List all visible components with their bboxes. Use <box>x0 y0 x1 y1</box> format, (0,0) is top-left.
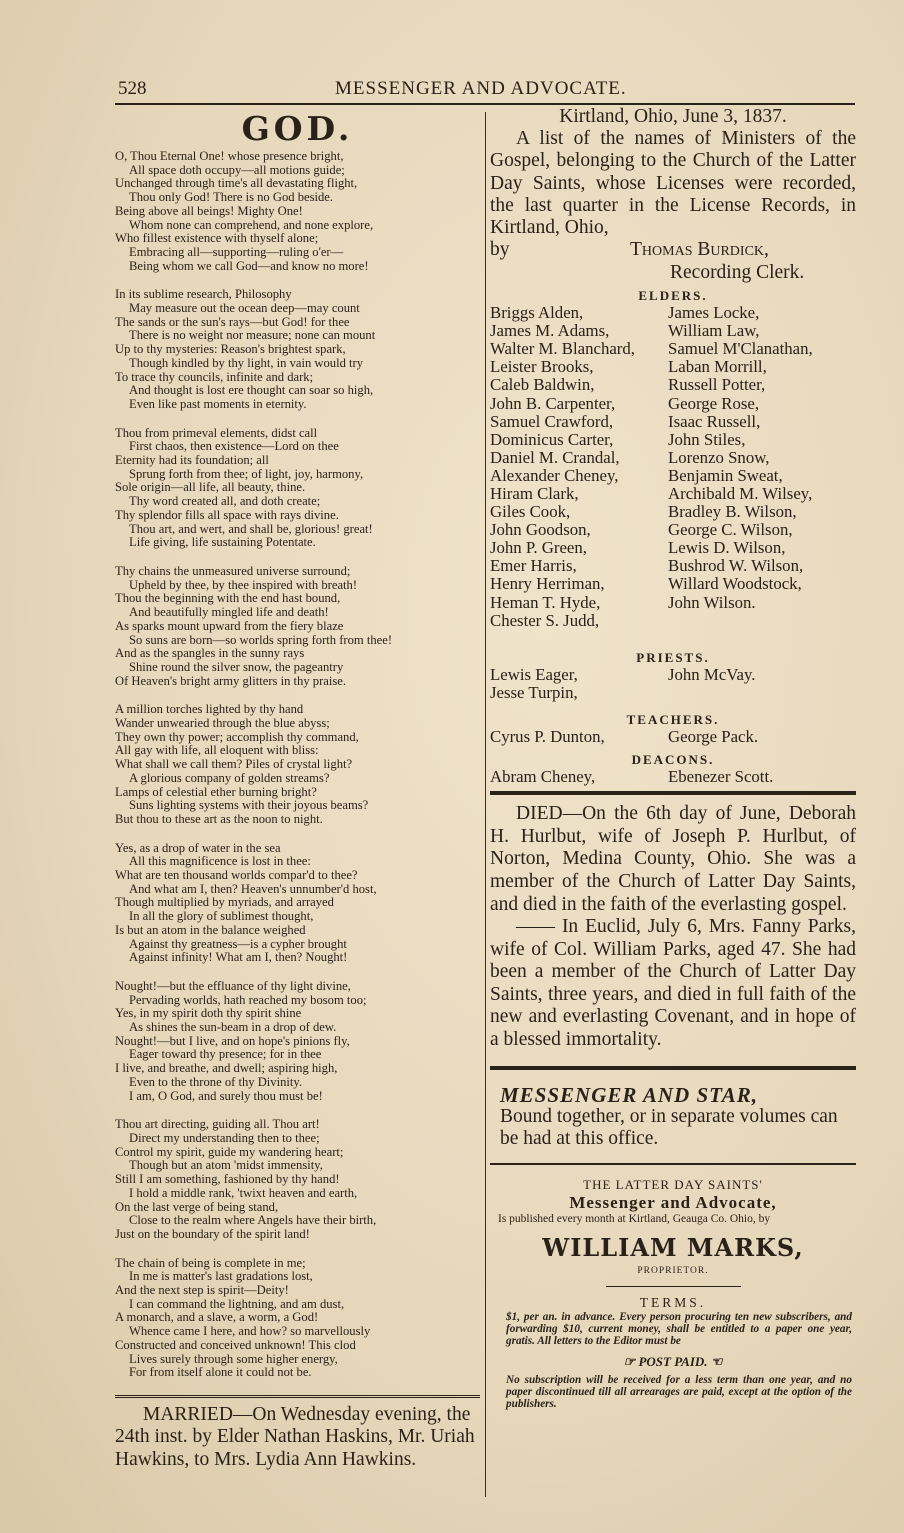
poem-line: Thou art, and wert, and shall be, glorious! great! <box>129 521 373 536</box>
teachers-list <box>490 728 856 746</box>
poem-line: All gay with life, all eloquent with bliss: <box>115 743 319 758</box>
poem-line: The sands or the sun's rays—but God! for thee <box>115 314 350 329</box>
poem-line: And what am I, then? Heaven's unnumber'd host, <box>129 881 377 896</box>
minister-name: George C. Wilson, <box>668 520 793 540</box>
poem-line: Being whom we call God—and know no more! <box>129 258 369 273</box>
poem-stanza <box>115 150 480 273</box>
license-byline <box>490 239 856 261</box>
poem-line: In all the glory of sublimest thought, <box>129 909 314 924</box>
poem-line: Thy chains the unmeasured universe surround; <box>115 563 351 578</box>
poem-line: A million torches lighted by thy hand <box>115 702 304 717</box>
died-paragraph-1: DIED—On the 6th day of June, Deborah H. Hurlbut, wife of Joseph P. Hurlbut, of Norton, Medina County, Ohio. She was a member of the Church of Latter Day Saints, and died in the faith of the everlasting gospel. <box>490 803 856 915</box>
minister-name: Abram Cheney, <box>490 767 596 787</box>
elders-heading: ELDERS. <box>638 288 708 304</box>
minister-name: Alexander Cheney, <box>490 465 619 485</box>
poem-line: And as the spangles in the sunny rays <box>115 646 305 661</box>
poem-line: The chain of being is complete in me; <box>115 1255 306 1270</box>
poem-line: But thou to these art as the noon to night. <box>115 811 323 826</box>
poem-line: A monarch, and a slave, a worm, a God! <box>115 1310 319 1325</box>
poem-line: All space doth occupy—all motions guide; <box>129 162 345 177</box>
married-notice: MARRIED—On Wednesday evening, the 24th inst. by Elder Nathan Haskins, Mr. Uriah Hawkins, to Mrs. Lydia Ann Hawkins. <box>115 1403 475 1470</box>
minister-name: Jesse Turpin, <box>490 682 578 702</box>
minister-name: Lewis D. Wilson, <box>668 538 786 558</box>
publisher-name: WILLIAM MARKS, <box>542 1232 804 1262</box>
minister-name: Emer Harris, <box>490 556 577 576</box>
license-intro <box>490 128 856 239</box>
poem-line: Unchanged through time's all devastating flight, <box>115 176 358 191</box>
poem-title: GOD. <box>241 109 354 148</box>
minister-name: Caleb Baldwin, <box>490 375 595 395</box>
poem-line: Against thy greatness—is a cypher brought <box>129 936 347 951</box>
poem-line: What are ten thousand worlds compar'd to thee? <box>115 868 358 883</box>
priests-heading: PRIESTS. <box>636 649 710 665</box>
minister-name: Benjamin Sweat, <box>668 465 783 485</box>
poem-line: Embracing all—supporting—ruling o'er— <box>129 244 344 259</box>
minister-name: George Pack. <box>668 726 759 746</box>
left-column <box>115 108 480 1471</box>
column-rule <box>485 112 486 1497</box>
minister-name: Archibald M. Wilsey, <box>668 484 813 504</box>
poem-line: Of Heaven's bright army glitters in thy praise. <box>115 673 346 688</box>
teachers-heading: TEACHERS. <box>626 711 720 727</box>
divider <box>490 1163 856 1165</box>
died-paragraph-2: —— In Euclid, July 6, Mrs. Fanny Parks, wife of Col. William Parks, aged 47. She had been a member of the Church of Latter Day Saints, three years, and died in full faith of the new and everlasting Covenant, and in hope of a blessed immortality. <box>490 916 856 1051</box>
poem-line: Though multiplied by myriads, and arrayed <box>115 895 334 910</box>
minister-name: Giles Cook, <box>490 502 571 522</box>
poem-line: Life giving, life sustaining Potentate. <box>129 535 316 550</box>
post-paid <box>490 1354 856 1370</box>
minister-name: Samuel M'Clanathan, <box>668 339 813 359</box>
minister-name: Lewis Eager, <box>490 664 578 684</box>
minister-name: Daniel M. Crandal, <box>490 447 620 467</box>
poem-line: I can command the lightning, and am dust, <box>129 1296 345 1311</box>
poem-line: Yes, in my spirit doth thy spirit shine <box>115 1006 302 1021</box>
minister-name: Hiram Clark, <box>490 484 579 504</box>
poem-line: To trace thy councils, infinite and dark; <box>115 369 314 384</box>
poem-line: Sole origin—all life, all beauty, thine. <box>115 480 306 495</box>
pointing-hand-icon: ☞ <box>623 1353 636 1369</box>
license-intro-text: A list of the names of Ministers of the Gospel, belonging to the Church of the Latter Day Saints, whose Licenses were recorded, the last quarter in the License Records, in Kirtland, Ohio, <box>490 128 856 239</box>
poem-line: A glorious company of golden streams? <box>129 770 330 785</box>
poem-line: I am, O God, and surely thou must be! <box>129 1088 323 1103</box>
minister-name: Leister Brooks, <box>490 357 594 377</box>
poem-line: Whom none can comprehend, and none explore, <box>129 217 374 232</box>
poem-line: Against infinity! What am I, then? Nought! <box>129 950 348 965</box>
minister-name: Bushrod W. Wilson, <box>668 556 804 576</box>
poem-line: And beautifully mingled life and death! <box>129 605 329 620</box>
poem-line: Thou art directing, guiding all. Thou art! <box>115 1117 320 1132</box>
minister-name: Chester S. Judd, <box>490 610 600 630</box>
poem-line: Wander unwearied through the blue abyss; <box>115 716 330 731</box>
poem-line: As shines the sun-beam in a drop of dew. <box>129 1020 337 1035</box>
poem-line: Pervading worlds, hath reached my bosom too; <box>129 992 367 1007</box>
poem-stanza <box>115 703 480 826</box>
minister-name: Willard Woodstock, <box>668 574 802 594</box>
poem-line: There is no weight nor measure; none can mount <box>129 328 376 343</box>
poem-stanza <box>115 565 480 688</box>
poem-line: Thy splendor fills all space with rays divine. <box>115 507 339 522</box>
poem-stanza <box>115 427 480 550</box>
minister-name: Walter M. Blanchard, <box>490 339 635 359</box>
poem-line: Just on the boundary of the spirit land! <box>115 1226 310 1241</box>
page-number: 528 <box>118 78 147 99</box>
minister-name: Briggs Alden, <box>490 303 584 323</box>
poem-stanza <box>115 1257 480 1380</box>
minister-name: Henry Herriman, <box>490 574 605 594</box>
minister-name: James M. Adams, <box>490 321 610 341</box>
poem-line: In me is matter's last gradations lost, <box>129 1269 313 1284</box>
poem-line: Thou from primeval elements, didst call <box>115 425 318 440</box>
divider <box>606 1286 741 1287</box>
notice-title: MESSENGER AND STAR, <box>500 1082 759 1107</box>
masthead <box>490 1177 856 1411</box>
poem-body <box>115 150 480 1380</box>
poem-line: Lamps of celestial ether burning bright? <box>115 784 317 799</box>
by-word: by <box>490 239 510 261</box>
poem-line: Nought!—but I live, and on hope's pinions fly, <box>115 1033 350 1048</box>
minister-name: Heman T. Hyde, <box>490 592 601 612</box>
notice-text: Bound together, or in separate volumes can be had at this office. <box>500 1106 838 1150</box>
poem-line: Still I am something, fashioned by thy hand! <box>115 1172 340 1187</box>
running-head: MESSENGER AND ADVOCATE. <box>335 78 627 99</box>
clerk-title: Recording Clerk. <box>670 261 805 283</box>
poem-line: Who fillest existence with thyself alone; <box>115 231 319 246</box>
elders-list <box>490 304 856 630</box>
poem-line: Even to the throne of thy Divinity. <box>129 1074 303 1089</box>
masthead-line1: THE LATTER DAY SAINTS' <box>583 1176 763 1192</box>
poem-line: What shall we call them? Piles of crystal light? <box>115 757 353 772</box>
terms-text: $1, per an. in advance. Every person procuring ten new subscribers, and forwarding $10, current money, shall be entitled to a paper one year, gratis. All letters to the Editor must be <box>506 1310 852 1348</box>
poem-stanza <box>115 1118 480 1241</box>
divider <box>115 1395 480 1398</box>
poem-line: Whence came I here, and how? so marvellously <box>129 1324 371 1339</box>
poem-line: Is but an atom in the balance weighed <box>115 922 306 937</box>
minister-name: John P. Green, <box>490 538 587 558</box>
poem-line: All this magnificence is lost in thee: <box>129 854 311 869</box>
poem-line: And the next step is spirit—Deity! <box>115 1283 289 1298</box>
poem-line: Thy word created all, and doth create; <box>129 494 321 509</box>
poem-line: I hold a middle rank, 'twixt heaven and earth, <box>129 1185 358 1200</box>
poem-line: Eager toward thy presence; for in thee <box>129 1047 322 1062</box>
minister-name <box>668 684 856 702</box>
poem-line: So suns are born—so worlds spring forth from thee! <box>129 632 393 647</box>
license-dateline: Kirtland, Ohio, June 3, 1837. <box>559 106 787 127</box>
minister-name: Samuel Crawford, <box>490 411 614 431</box>
divider <box>490 791 856 795</box>
poem-line: Upheld by thee, by thee inspired with breath! <box>129 577 358 592</box>
minister-name: Laban Morrill, <box>668 357 767 377</box>
poem-line: They own thy power; accomplish thy command, <box>115 729 359 744</box>
poem-line: Nought!—but the effluance of thy light divine, <box>115 978 351 993</box>
divider <box>490 1066 856 1070</box>
page-header <box>115 78 855 104</box>
minister-name: Russell Potter, <box>668 375 766 395</box>
post-paid-label: POST PAID. <box>638 1353 708 1369</box>
poem-line: Though kindled by thy light, in vain would try <box>129 355 364 370</box>
died-notice <box>490 803 856 1052</box>
header-rule <box>115 103 855 105</box>
poem-stanza <box>115 980 480 1103</box>
poem-line: And thought is lost ere thought can soar so high, <box>129 383 374 398</box>
poem-line: In its sublime research, Philosophy <box>115 287 292 302</box>
minister-name: Isaac Russell, <box>668 411 761 431</box>
poem-line: Lives surely through some higher energy, <box>129 1351 338 1366</box>
terms-heading: TERMS. <box>639 1294 707 1310</box>
poem-line: Sprung forth from thee; of light, joy, harmony, <box>129 466 364 481</box>
poem-line: Up to thy mysteries: Reason's brightest spark, <box>115 342 346 357</box>
minister-name: Lorenzo Snow, <box>668 447 770 467</box>
minister-name <box>668 612 856 630</box>
masthead-title: Messenger and Advocate, <box>569 1192 777 1212</box>
poem-line: I live, and breathe, and dwell; aspiring high, <box>115 1061 338 1076</box>
poem-line: Shine round the silver snow, the pageantry <box>129 659 344 674</box>
poem-line: Direct my understanding then to thee; <box>129 1131 320 1145</box>
poem-line: May measure out the ocean deep—may count <box>129 301 360 316</box>
deacons-heading: DEACONS. <box>631 752 715 768</box>
poem-line: O, Thou Eternal One! whose presence bright, <box>115 149 344 163</box>
poem-line: First chaos, then existence—Lord on thee <box>129 439 339 454</box>
poem-line: Suns lighting systems with their joyous beams? <box>129 798 369 813</box>
priests-list <box>490 666 856 702</box>
minister-name: James Locke, <box>668 303 760 323</box>
poem-line: Control my spirit, guide my wandering heart; <box>115 1144 344 1159</box>
poem-line: As sparks mount upward from the fiery blaze <box>115 618 344 633</box>
poem-line: Constructed and conceived unknown! This clod <box>115 1337 356 1352</box>
subscription-footer: No subscription will be received for a less term than one year, and no paper discontinued till all arrearages are paid, except at the option of the publishers. <box>506 1373 852 1411</box>
poem-line: Eternity had its foundation; all <box>115 453 269 468</box>
right-column <box>490 106 856 1411</box>
poem-line: Thou the beginning with the end hast bound, <box>115 591 341 606</box>
poem-line: Yes, as a drop of water in the sea <box>115 840 281 855</box>
poem-line: Close to the realm where Angels have their birth, <box>129 1213 377 1228</box>
pointing-hand-icon: ☜ <box>710 1353 723 1369</box>
poem-line: Being above all beings! Mighty One! <box>115 203 303 218</box>
minister-name: John Goodson, <box>490 520 591 540</box>
poem-line: Thou only God! There is no God beside. <box>129 190 334 205</box>
proprietor-label: PROPRIETOR. <box>637 1265 709 1276</box>
poem-line: On the last verge of being stand, <box>115 1199 279 1214</box>
poem-line: Even like past moments in eternity. <box>129 396 307 411</box>
minister-name: John B. Carpenter, <box>490 393 616 413</box>
poem-line: For from itself alone it could not be. <box>129 1365 312 1380</box>
minister-name: William Law, <box>668 321 760 341</box>
deacons-list <box>490 768 856 786</box>
poem-line: Though but an atom 'midst immensity, <box>129 1158 323 1173</box>
minister-name: Cyrus P. Dunton, <box>490 726 605 746</box>
minister-name: Bradley B. Wilson, <box>668 502 797 522</box>
messenger-star-notice <box>490 1084 856 1151</box>
minister-name: John Wilson. <box>668 592 756 612</box>
clerk-name: Thomas Burdick, <box>630 239 769 261</box>
minister-name: Dominicus Carter, <box>490 429 614 449</box>
minister-name: George Rose, <box>668 393 760 413</box>
minister-name: John McVay. <box>668 664 756 684</box>
poem-stanza <box>115 842 480 965</box>
poem-stanza <box>115 288 480 411</box>
minister-name: Ebenezer Scott. <box>668 767 774 787</box>
minister-name: John Stiles, <box>668 429 746 449</box>
masthead-published: Is published every month at Kirtland, Geauga Co. Ohio, by <box>498 1212 771 1225</box>
